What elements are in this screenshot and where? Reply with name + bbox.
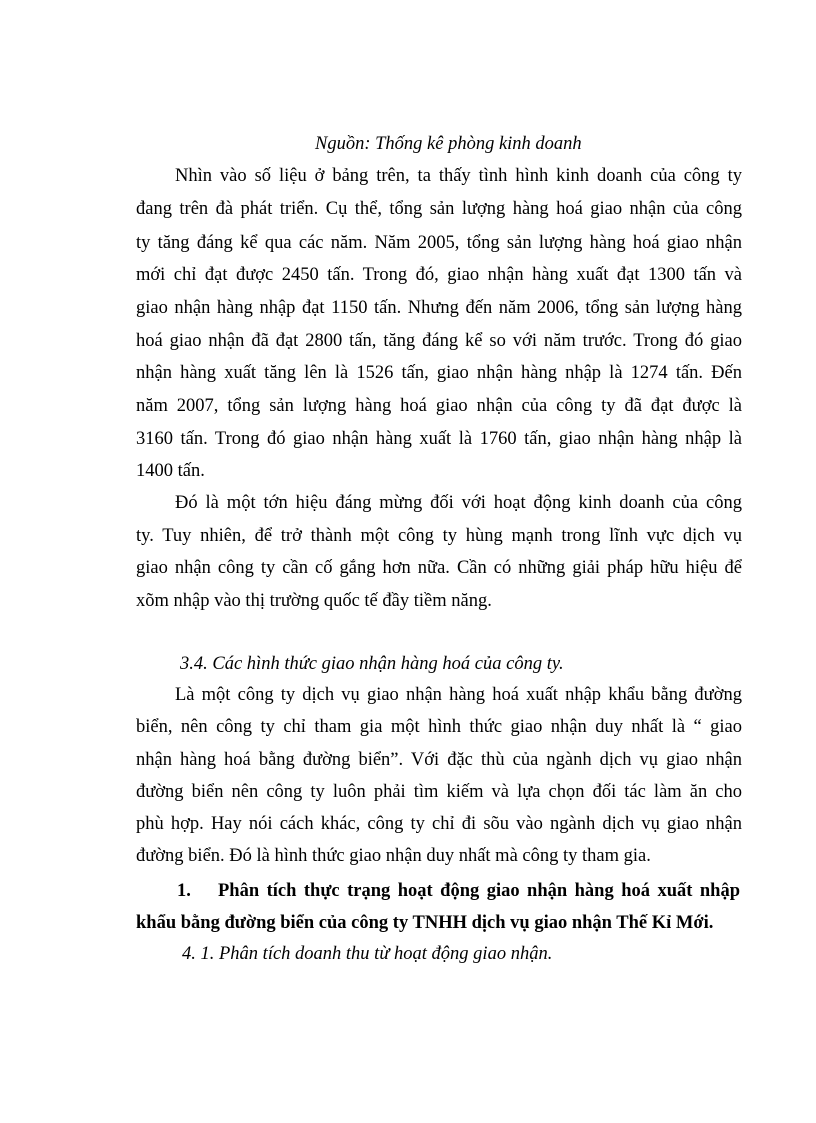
heading-line: khẩu bằng đường biển của công ty TNHH dịch vụ giao nhận Thế Kỉ Mới. <box>136 913 714 933</box>
text-line: Nhìn vào số liệu ở bảng trên, ta thấy tình hình kinh doanh của công ty <box>175 166 742 186</box>
text-line: nhận hàng xuất tăng lên là 1526 tấn, giao nhận hàng nhập là 1274 tấn. Đến <box>136 363 742 383</box>
text-line: Đó là một tớn hiệu đáng mừng đối với hoạt động kinh doanh của công <box>175 493 742 513</box>
text-line: năm 2007, tổng sản lượng hàng hoá giao nhận của công ty đã đạt được là <box>136 396 742 416</box>
text-line: đang trên đà phát triển. Cụ thể, tổng sản lượng hàng hoá giao nhận của công <box>136 199 742 219</box>
section-heading-3-4: 3.4. Các hình thức giao nhận hàng hoá của công ty. <box>180 654 564 674</box>
source-note: Nguồn: Thống kê phòng kinh doanh <box>315 134 582 154</box>
text-line: đường biển nên công ty luôn phải tìm kiếm và lựa chọn đối tác làm ăn cho <box>136 782 742 802</box>
text-line: ty tăng đáng kể qua các năm. Năm 2005, tổng sản lượng hàng hoá giao nhận <box>136 233 742 253</box>
text-line: phù hợp. Hay nói cách khác, công ty chỉ đi sõu vào ngành dịch vụ giao nhận <box>136 814 742 834</box>
heading-number: 1. <box>177 881 191 901</box>
text-line: nhận hàng hoá bằng đường biển”. Với đặc thù của ngành dịch vụ giao nhận <box>136 750 742 770</box>
text-line: giao nhận công ty cần cố gắng hơn nữa. Cần có những giải pháp hữu hiệu để <box>136 558 742 578</box>
text-line: đường biển. Đó là hình thức giao nhận duy nhất mà công ty tham gia. <box>136 846 651 866</box>
text-line: biển, nên công ty chỉ tham gia một hình thức giao nhận duy nhất là “ giao <box>136 717 742 737</box>
text-line: giao nhận hàng nhập đạt 1150 tấn. Nhưng đến năm 2006, tổng sản lượng hàng <box>136 298 742 318</box>
heading-line: Phân tích thực trạng hoạt động giao nhận hàng hoá xuất nhập <box>218 881 740 901</box>
text-line: 3160 tấn. Trong đó giao nhận hàng xuất là 1760 tấn, giao nhận hàng nhập là <box>136 429 742 449</box>
text-line: ty. Tuy nhiên, để trở thành một công ty hùng mạnh trong lĩnh vực dịch vụ <box>136 526 742 546</box>
text-line: Là một công ty dịch vụ giao nhận hàng hoá xuất nhập khẩu bằng đường <box>175 685 742 705</box>
text-line: mới chỉ đạt được 2450 tấn. Trong đó, giao nhận hàng xuất đạt 1300 tấn và <box>136 265 742 285</box>
text-line: 1400 tấn. <box>136 461 205 481</box>
text-line: xõm nhập vào thị trường quốc tế đầy tiềm năng. <box>136 591 492 611</box>
text-line: hoá giao nhận đã đạt 2800 tấn, tăng đáng kể so với năm trước. Trong đó giao <box>136 331 742 351</box>
section-heading-4-1: 4. 1. Phân tích doanh thu từ hoạt động giao nhận. <box>182 944 553 964</box>
